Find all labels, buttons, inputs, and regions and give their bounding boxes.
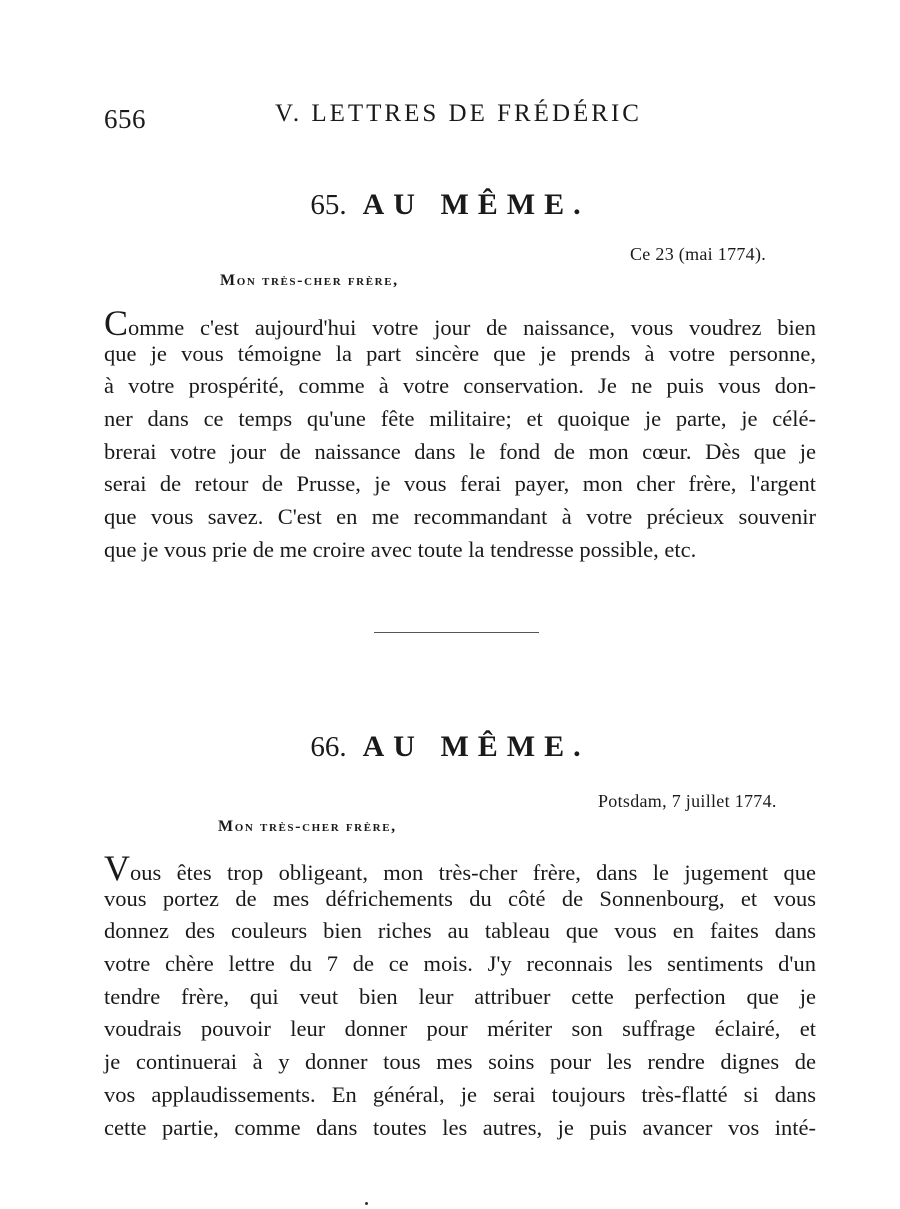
letter-65-title [0, 188, 900, 222]
text-line: vous portez de mes défrichements du côté de Sonnenbourg, et vous [104, 885, 816, 911]
line-rest: omme c'est aujourd'hui votre jour de naissance, vous voudrez bien [128, 315, 816, 340]
text-line: cette partie, comme dans toutes les autres, je puis avancer vos inté- [104, 1114, 816, 1140]
text-line: donnez des couleurs bien riches au tableau que vous en faites dans [104, 918, 816, 944]
text-line: à votre prospérité, comme à votre conservation. Je ne puis vous don- [104, 373, 816, 399]
text-line: que vous savez. C'est en me recommandant à votre précieux souvenir [104, 504, 816, 530]
text-line: votre chère lettre du 7 de ce mois. J'y reconnais les sentiments d'un [104, 951, 816, 977]
page-mark [365, 1202, 368, 1205]
text-line: voudrais pouvoir leur donner pour mériter son suffrage éclairé, et [104, 1016, 816, 1042]
initial-capital: V [104, 848, 130, 888]
text-line [104, 848, 816, 888]
text-line [104, 303, 816, 343]
text-line: que je vous témoigne la part sincère que je prends à votre personne, [104, 340, 816, 366]
letter-number: 65. [310, 189, 347, 221]
letter-66-title [0, 730, 900, 764]
text-line: que je vous prie de me croire avec toute la tendresse possible, etc. [104, 536, 697, 562]
text-line: tendre frère, qui veut bien leur attribuer cette perfection que je [104, 983, 816, 1009]
section-separator [374, 632, 539, 633]
line-rest: ous êtes trop obligeant, mon très-cher frère, dans le jugement que [130, 860, 816, 885]
text-line: ner dans ce temps qu'une fête militaire; et quoique je parte, je célé- [104, 406, 816, 432]
text-line: vos applaudissements. En général, je serai toujours très-flatté si dans [104, 1081, 816, 1107]
letter-65-body [104, 305, 816, 567]
letter-heading: AU MÊME. [362, 188, 590, 221]
letter-65-dateline: Ce 23 (mai 1774). [630, 244, 767, 264]
text-line: brerai votre jour de naissance dans le fond de mon cœur. Dès que je [104, 438, 816, 464]
letter-number: 66. [310, 731, 347, 763]
text-line: serai de retour de Prusse, je vous ferai payer, mon cher frère, l'argent [104, 471, 816, 497]
page-number: 656 [104, 104, 146, 134]
letter-66-dateline: Potsdam, 7 juillet 1774. [598, 791, 777, 811]
letter-65-salutation: Mon très-cher frère, [220, 272, 399, 289]
letter-66-body [104, 850, 816, 1144]
text-line: je continuerai à y donner tous mes soins pour les rendre dignes de [104, 1049, 816, 1075]
initial-capital: C [104, 303, 129, 343]
running-head: V. LETTRES DE FRÉDÉRIC [275, 100, 642, 127]
letter-66-salutation: Mon très-cher frère, [218, 818, 397, 835]
letter-heading: AU MÊME. [362, 730, 590, 763]
